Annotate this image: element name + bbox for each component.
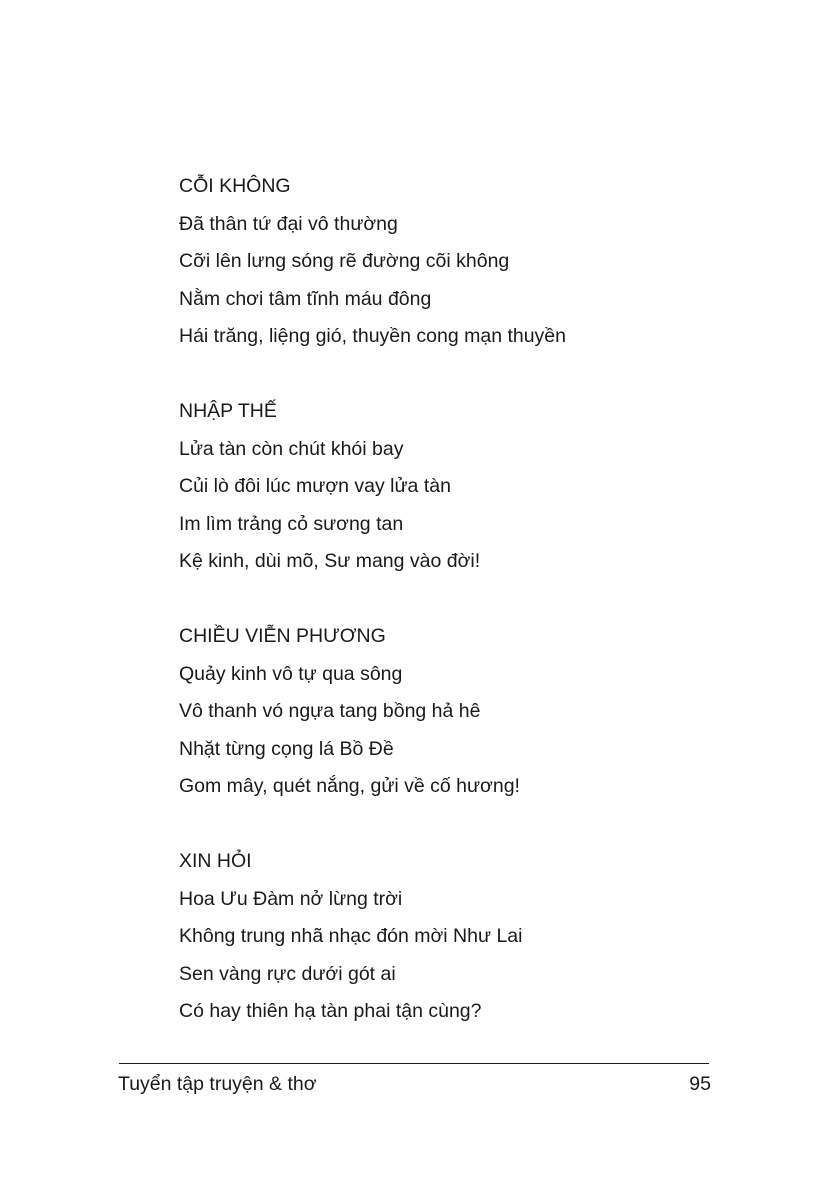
poem-title: XIN HỎI <box>179 850 252 872</box>
poem-line: Có hay thiên hạ tàn phai tận cùng? <box>179 1000 482 1022</box>
footer-divider <box>119 1063 709 1064</box>
poem-line: Đã thân tứ đại vô thường <box>179 212 398 235</box>
poem-line: Hoa Ưu Đàm nở lừng trời <box>179 887 403 910</box>
poem <box>179 843 739 1031</box>
poem <box>179 393 739 581</box>
poem-line: Hái trăng, liệng gió, thuyền cong mạn thuyền <box>179 325 567 347</box>
poem-line: Không trung nhã nhạc đón mời Như Lai <box>179 925 523 947</box>
footer-book-title: Tuyển tập truyện & thơ <box>118 1073 317 1095</box>
poem-line: Quảy kinh vô tự qua sông <box>179 662 403 685</box>
poem-line: Sen vàng rực dưới gót ai <box>179 962 396 985</box>
poem-line: Vô thanh vó ngựa tang bồng hả hê <box>179 700 481 722</box>
poem-line: Im lìm trảng cỏ sương tan <box>179 512 404 535</box>
poem-line: Nằm chơi tâm tĩnh máu đông <box>179 287 432 310</box>
poem-title: CỖI KHÔNG <box>179 175 291 197</box>
poem-line: Gom mây, quét nắng, gửi về cố hương! <box>179 775 520 797</box>
poem-line: Nhặt từng cọng lá Bồ Đề <box>179 737 394 760</box>
poem-line: Kệ kinh, dùi mõ, Sư mang vào đời! <box>179 550 481 572</box>
poem-line: Lửa tàn còn chút khói bay <box>179 437 404 460</box>
poem-collection <box>179 168 739 1068</box>
poem-line: Cỡi lên lưng sóng rẽ đường cõi không <box>179 250 510 272</box>
poem-title: CHIỀU VIỄN PHƯƠNG <box>179 625 386 647</box>
poem <box>179 168 739 356</box>
page-number: 95 <box>689 1073 711 1095</box>
poem <box>179 618 739 806</box>
poem-line: Củi lò đôi lúc mượn vay lửa tàn <box>179 475 451 497</box>
poem-title: NHẬP THẾ <box>179 400 277 422</box>
